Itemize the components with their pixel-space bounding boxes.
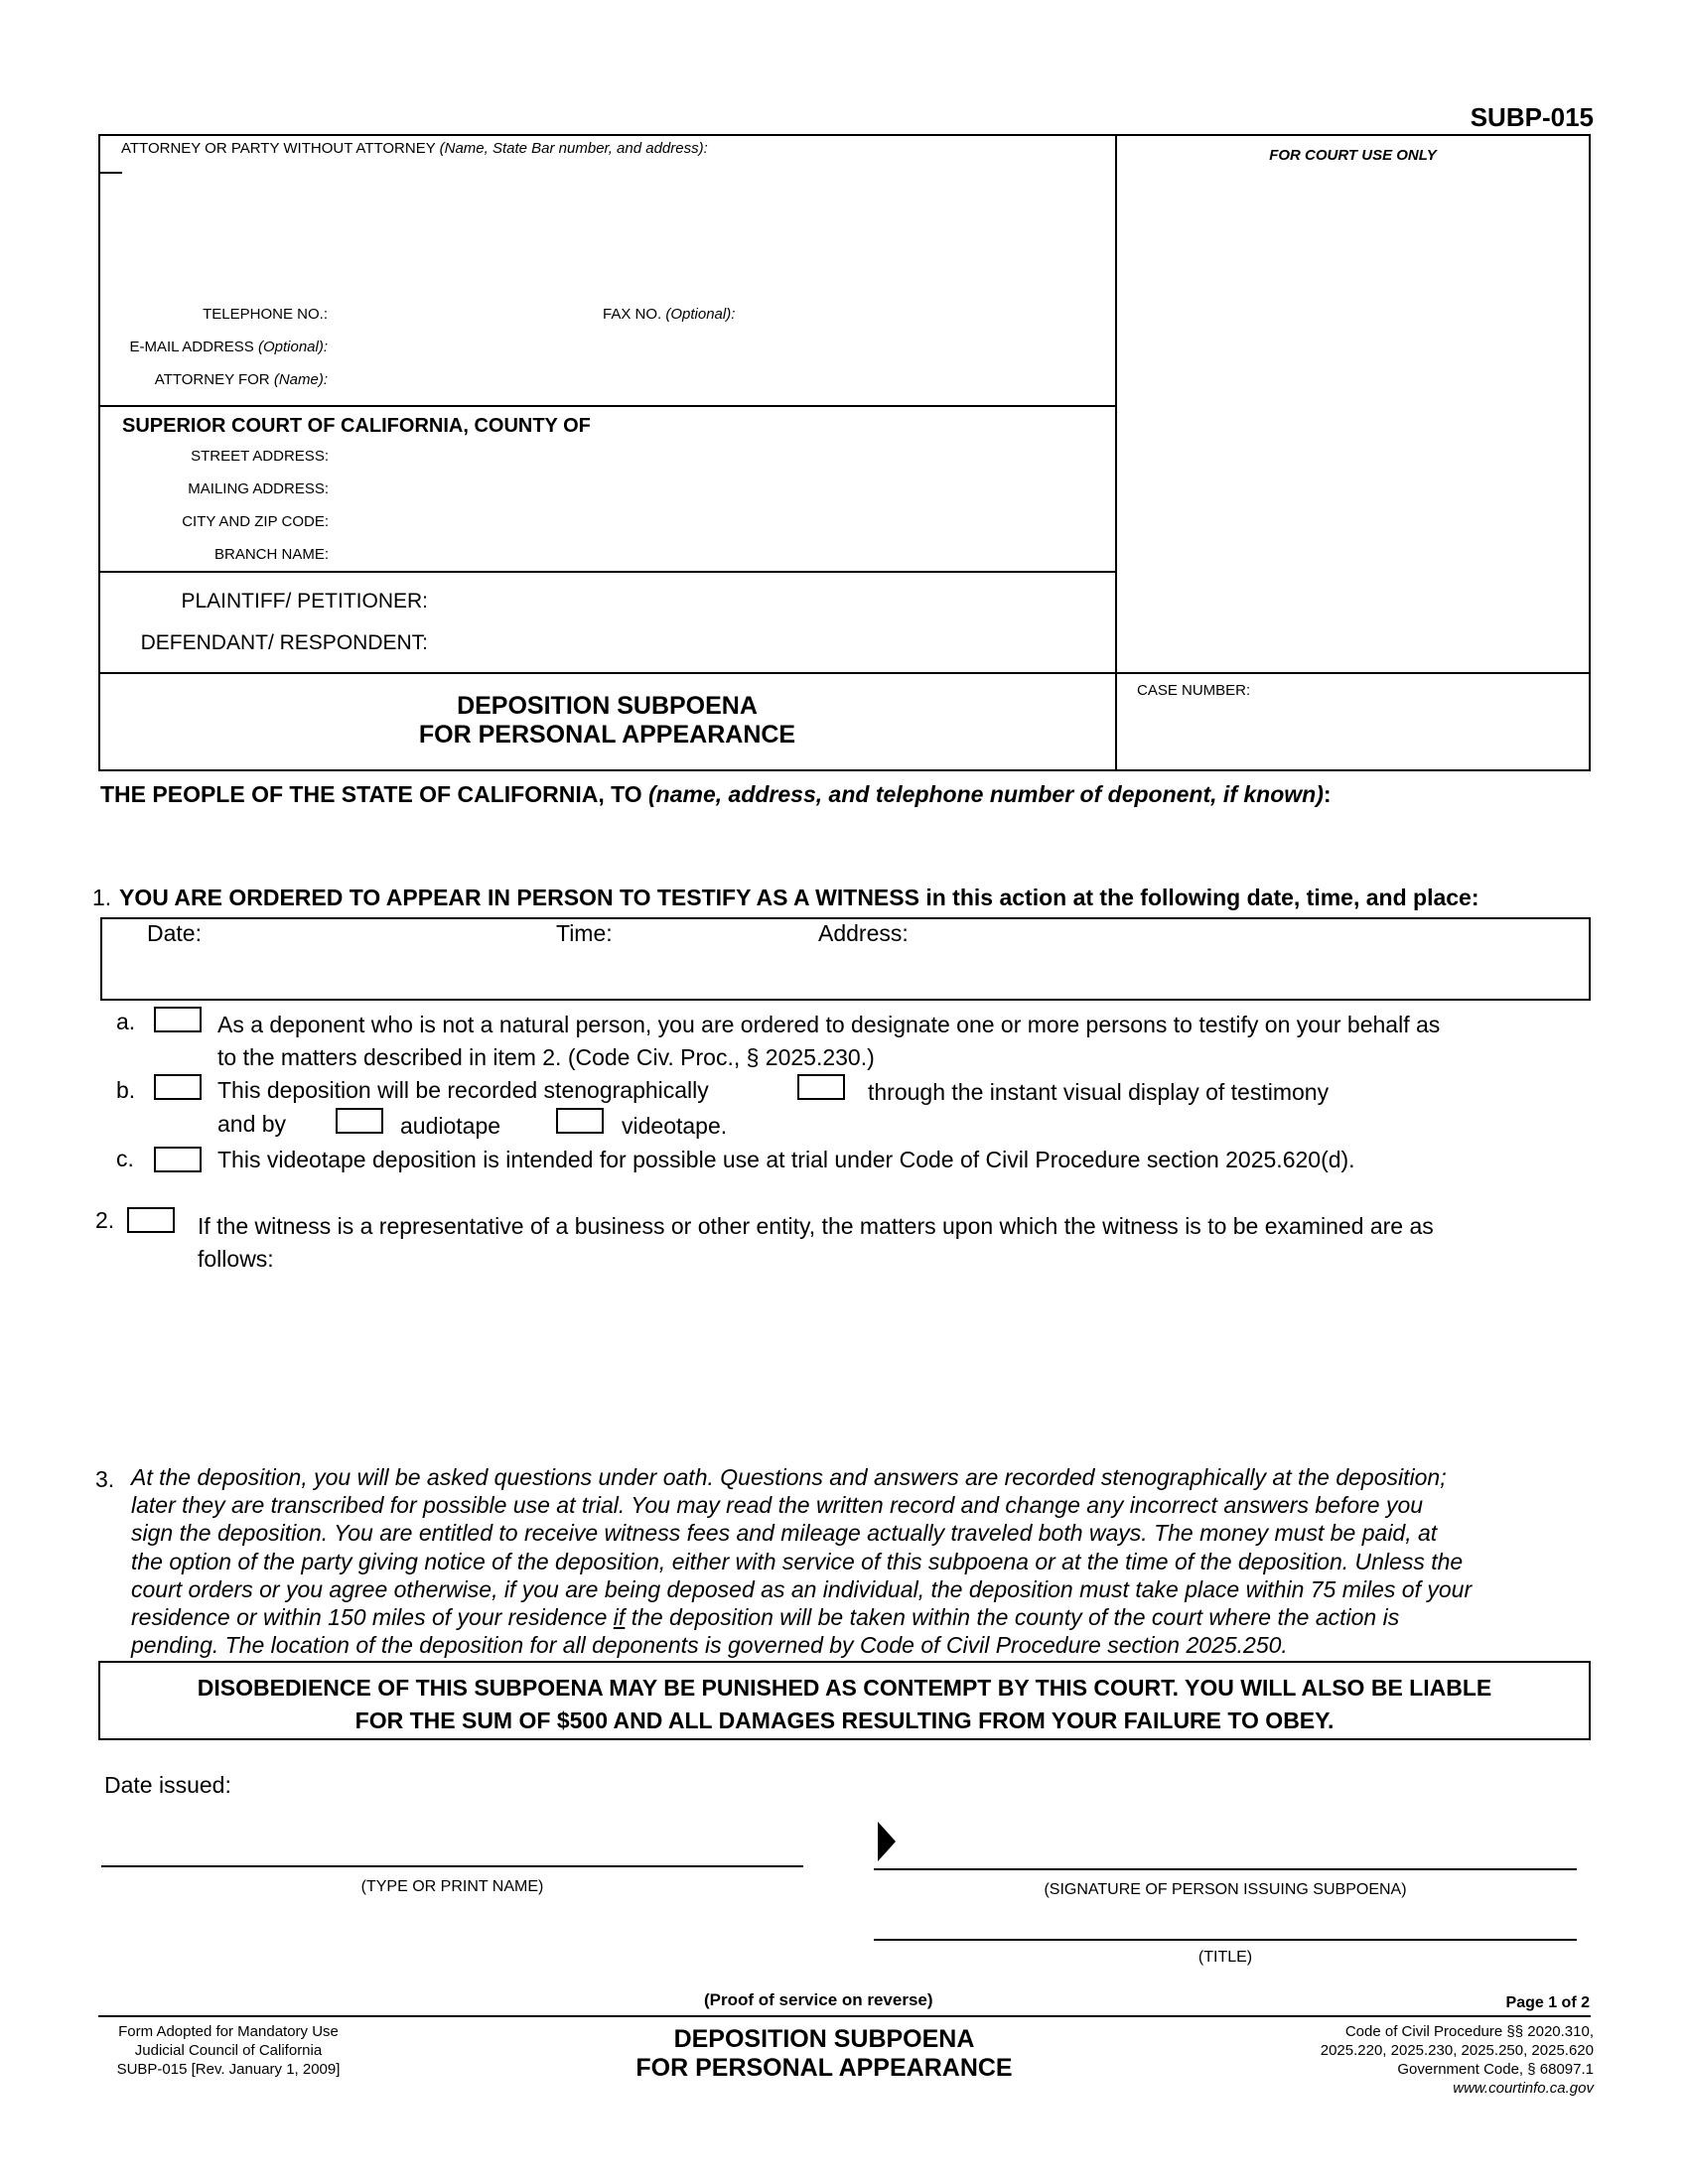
caption-top-border	[98, 134, 1591, 136]
date-issued-label: Date issued:	[104, 1772, 231, 1798]
contempt-warning-text: DISOBEDIENCE OF THIS SUBPOENA MAY BE PUNISHED AS CONTEMPT BY THIS COURT. YOU WILL ALSO BE LIABLE FOR THE SUM OF $500 AND ALL DAMAGES RESULTING FROM YOUR FAILURE TO OBEY.	[197, 1675, 1492, 1733]
item3-text: At the deposition, you will be asked questions under oath. Questions and answers are recorded stenographically at the deposition; later they are transcribed for possible use at trial. You may read the written record and change any incorrect answers before you sign the deposition. You are entitled to receive witness fees and mileage actually traveled both ways. The money must be paid, at the option of the party giving notice of the deposition, either with service of this subpoena or at the time of the deposition. Unless the court orders or you agree otherwise, if you are being deposed as an individual, the deposition must take place within 75 miles of your residence or within 150 miles of your residence if the deposition will be taken within the county of the court where the action is pending. The location of the deposition for all deponents is governed by Code of Civil Procedure section 2025.250.	[131, 1464, 1473, 1659]
videotape-checkbox[interactable]	[556, 1108, 604, 1134]
item3-number: 3.	[95, 1466, 115, 1492]
title-caption: (TITLE)	[1197, 1949, 1253, 1966]
attorney-for-label: ATTORNEY FOR (Name):	[154, 371, 328, 388]
date-label: Date:	[147, 920, 202, 946]
item1c-text: This videotape deposition is intended for possible use at trial under Code of Civil Procedure section 2025.620(d).	[217, 1147, 1355, 1172]
proof-of-service-note: (Proof of service on reverse)	[704, 1990, 933, 2009]
attorney-label: ATTORNEY OR PARTY WITHOUT ATTORNEY (Name, State Bar number, and address):	[121, 140, 708, 157]
footer-rule	[98, 2015, 1591, 2017]
item1-number: 1.	[92, 885, 112, 910]
signature-arrow-icon	[878, 1822, 896, 1861]
fax-label: FAX NO. (Optional):	[603, 306, 736, 323]
court-use-label: FOR COURT USE ONLY	[1269, 147, 1437, 164]
city-zip-label: CITY AND ZIP CODE:	[182, 513, 329, 530]
stenographic-label: This deposition will be recorded stenographically	[217, 1077, 709, 1103]
caption-right-border	[1589, 134, 1591, 771]
email-label: E-MAIL ADDRESS (Optional):	[129, 339, 328, 355]
form-number: SUBP-015	[1470, 102, 1594, 132]
item1a-checkbox[interactable]	[154, 1007, 202, 1032]
court-parties-divider	[98, 571, 1116, 573]
plaintiff-label: PLAINTIFF/ PETITIONER:	[181, 590, 428, 613]
attorney-field-marker	[100, 172, 122, 174]
footer-right: Code of Civil Procedure §§ 2020.310, 2025.220, 2025.230, 2025.250, 2025.620 Government Code, § 68097.1 www.courtinfo.ca.gov	[1320, 2023, 1594, 2097]
address-label: Address:	[818, 920, 909, 946]
time-label: Time:	[556, 920, 613, 946]
item2-checkbox[interactable]	[127, 1207, 175, 1233]
audiotape-checkbox[interactable]	[336, 1108, 383, 1134]
caption-bottom-border	[98, 769, 1591, 771]
caption-divider	[1115, 134, 1117, 771]
footer-title: DEPOSITION SUBPOENA FOR PERSONAL APPEARANCE	[635, 2025, 1013, 2082]
item1c-checkbox[interactable]	[154, 1147, 202, 1172]
item2-text: If the witness is a representative of a business or other entity, the matters upon which the witness is to be examined are as follows:	[198, 1213, 1434, 1272]
videotape-label: videotape.	[622, 1113, 728, 1139]
and-by-label: and by	[217, 1111, 287, 1137]
mailing-address-label: MAILING ADDRESS:	[188, 480, 329, 497]
branch-name-label: BRANCH NAME:	[213, 546, 329, 563]
parties-title-divider	[98, 672, 1591, 674]
street-address-label: STREET ADDRESS:	[191, 448, 329, 465]
title-line	[874, 1939, 1577, 1941]
stenographic-checkbox[interactable]	[154, 1074, 202, 1100]
people-line: THE PEOPLE OF THE STATE OF CALIFORNIA, TO (name, address, and telephone number of deponent, if known):	[100, 781, 1332, 807]
item1-text: YOU ARE ORDERED TO APPEAR IN PERSON TO TESTIFY AS A WITNESS in this action at the following date, time, and place:	[119, 885, 1479, 910]
attorney-court-divider	[98, 405, 1116, 407]
audiotape-label: audiotape	[400, 1113, 501, 1139]
court-title: SUPERIOR COURT OF CALIFORNIA, COUNTY OF	[122, 415, 591, 437]
form-title: DEPOSITION SUBPOENA FOR PERSONAL APPEARANCE	[418, 692, 796, 749]
item2-number: 2.	[95, 1207, 115, 1233]
caption-left-border	[98, 134, 100, 771]
defendant-label: DEFENDANT/ RESPONDENT:	[140, 631, 428, 654]
telephone-label: TELEPHONE NO.:	[203, 306, 328, 323]
print-name-line	[101, 1865, 803, 1867]
signature-caption: (SIGNATURE OF PERSON ISSUING SUBPOENA)	[1044, 1881, 1407, 1898]
item1c-letter: c.	[116, 1146, 134, 1171]
print-name-caption: (TYPE OR PRINT NAME)	[360, 1878, 544, 1895]
footer-left: Form Adopted for Mandatory Use Judicial Council of California SUBP-015 [Rev. January 1, 2009]	[116, 2023, 341, 2078]
instant-visual-label: through the instant visual display of testimony	[868, 1079, 1330, 1105]
page-number: Page 1 of 2	[1505, 1994, 1590, 2011]
instant-visual-checkbox[interactable]	[797, 1074, 845, 1100]
signature-line	[874, 1868, 1577, 1870]
case-number-label: CASE NUMBER:	[1137, 682, 1251, 699]
item1a-text: As a deponent who is not a natural person, you are ordered to designate one or more persons to testify on your behalf as to the matters described in item 2. (Code Civ. Proc., § 2025.230.)	[217, 1012, 1441, 1070]
item1b-letter: b.	[116, 1077, 136, 1103]
item1a-letter: a.	[116, 1009, 136, 1034]
